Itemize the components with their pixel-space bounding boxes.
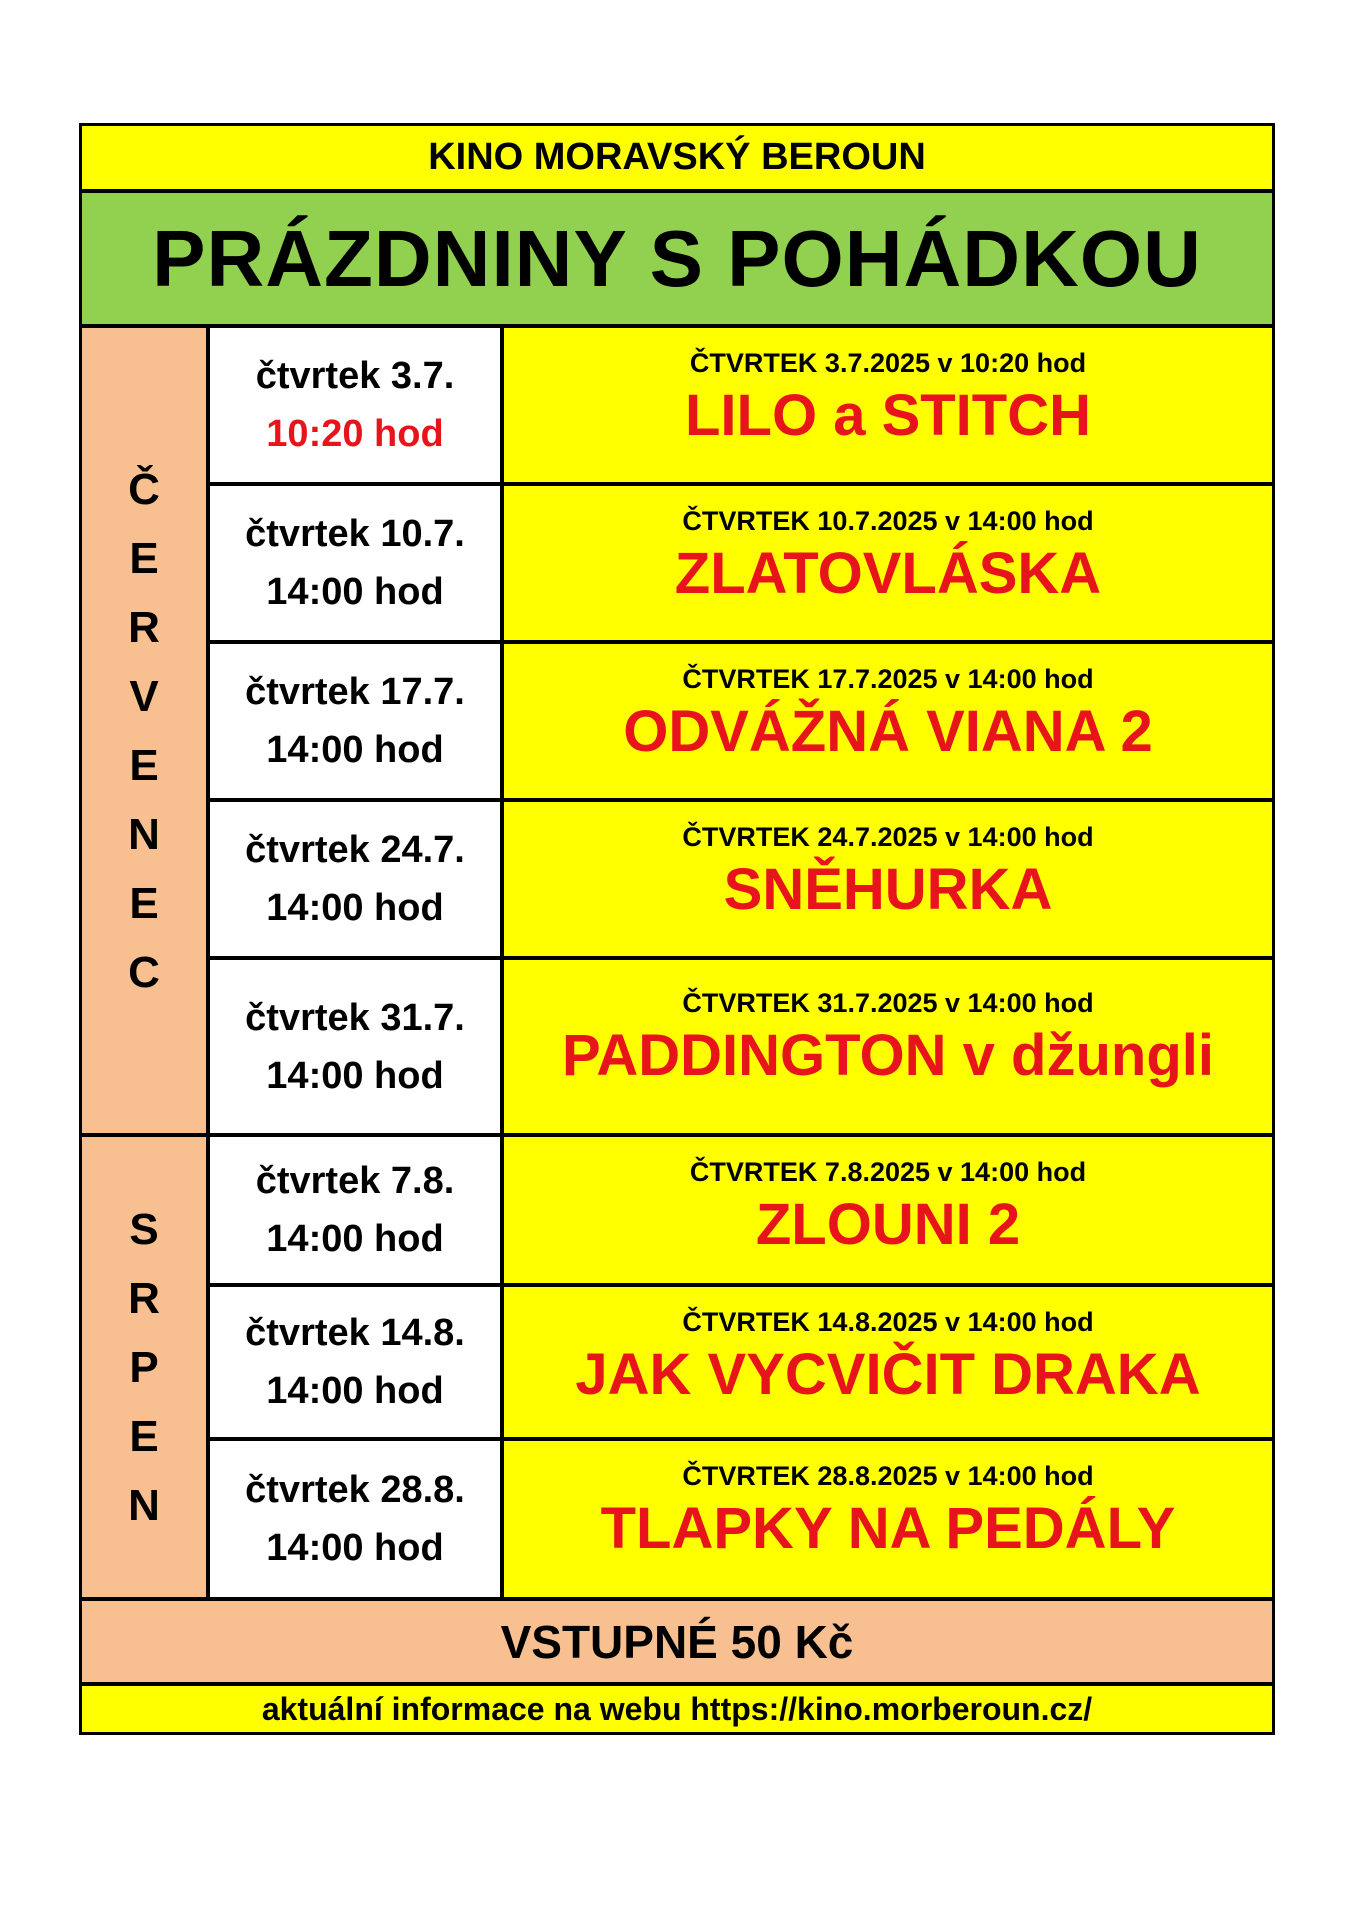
month-letter: N — [128, 1480, 160, 1530]
month-letter: E — [129, 533, 159, 583]
screening-day: čtvrtek 14.8. — [245, 1312, 465, 1354]
screening-film-cell — [504, 486, 1272, 640]
month-letter: S — [129, 1204, 159, 1254]
screening-time: 14:00 hod — [266, 1370, 444, 1412]
screening-full-date: ČTVRTEK 28.8.2025 v 14:00 hod — [682, 1461, 1094, 1491]
screening-film-cell — [504, 802, 1272, 956]
month-letter: Č — [128, 464, 160, 514]
screening-full-date: ČTVRTEK 7.8.2025 v 14:00 hod — [689, 1157, 1087, 1187]
screening-full-date: ČTVRTEK 14.8.2025 v 14:00 hod — [682, 1307, 1094, 1337]
month-letter: C — [128, 947, 160, 997]
screening-full-date: ČTVRTEK 3.7.2025 v 10:20 hod — [689, 348, 1087, 378]
month-letter: N — [128, 809, 160, 859]
screening-date-cell — [210, 328, 500, 482]
film-title: ZLATOVLÁSKA — [674, 541, 1102, 606]
screening-date-cell — [210, 1287, 500, 1437]
screening-day: čtvrtek 10.7. — [245, 513, 465, 555]
screening-date-cell — [210, 1441, 500, 1597]
screening-day: čtvrtek 31.7. — [245, 996, 465, 1039]
month-letter: R — [128, 602, 160, 652]
month-august — [82, 1137, 206, 1597]
film-title: PADDINGTON v džungli — [562, 1023, 1214, 1088]
screening-day: čtvrtek 28.8. — [245, 1469, 465, 1511]
film-title: JAK VYCVIČIT DRAKA — [575, 1342, 1201, 1407]
screening-time: 10:20 hod — [266, 413, 444, 455]
screening-time: 14:00 hod — [266, 1527, 444, 1569]
film-title: ZLOUNI 2 — [755, 1192, 1021, 1257]
screening-film-cell — [504, 1137, 1272, 1283]
screening-day: čtvrtek 24.7. — [245, 829, 465, 871]
screening-date-cell — [210, 960, 500, 1133]
screening-full-date: ČTVRTEK 10.7.2025 v 14:00 hod — [682, 506, 1094, 536]
screening-day: čtvrtek 7.8. — [255, 1160, 455, 1202]
month-july — [82, 328, 206, 1133]
film-title: SNĚHURKA — [723, 857, 1053, 922]
screening-date-cell — [210, 486, 500, 640]
screening-full-date: ČTVRTEK 17.7.2025 v 14:00 hod — [682, 664, 1094, 694]
screening-day: čtvrtek 17.7. — [245, 671, 465, 713]
screening-time: 14:00 hod — [266, 1054, 444, 1097]
screening-date-cell — [210, 644, 500, 798]
screening-full-date: ČTVRTEK 31.7.2025 v 14:00 hod — [682, 988, 1094, 1018]
screening-date-cell — [210, 1137, 500, 1283]
film-title: LILO a STITCH — [685, 383, 1091, 448]
month-letter: R — [128, 1273, 160, 1323]
screening-film-cell — [504, 1441, 1272, 1597]
screening-time: 14:00 hod — [266, 887, 444, 929]
month-letter: V — [129, 671, 159, 721]
film-title: ODVÁŽNÁ VIANA 2 — [623, 699, 1153, 764]
program-poster — [79, 123, 1275, 1735]
cinema-name: KINO MORAVSKÝ BEROUN — [82, 126, 1272, 189]
screening-full-date: ČTVRTEK 24.7.2025 v 14:00 hod — [682, 822, 1094, 852]
month-letter: E — [129, 740, 159, 790]
admission-price: VSTUPNÉ 50 Kč — [82, 1601, 1272, 1682]
screening-day: čtvrtek 3.7. — [255, 355, 455, 397]
film-title: TLAPKY NA PEDÁLY — [600, 1496, 1176, 1561]
screening-film-cell — [504, 328, 1272, 482]
month-letter: E — [129, 878, 159, 928]
screening-film-cell — [504, 644, 1272, 798]
screening-film-cell — [504, 960, 1272, 1133]
website-info: aktuální informace na webu https://kino.morberoun.cz/ — [82, 1686, 1272, 1732]
screening-time: 14:00 hod — [266, 729, 444, 771]
screening-film-cell — [504, 1287, 1272, 1437]
screening-time: 14:00 hod — [266, 571, 444, 613]
month-letter: P — [129, 1342, 159, 1392]
month-letter: E — [129, 1411, 159, 1461]
page-title: PRÁZDNINY S POHÁDKOU — [82, 193, 1272, 324]
screening-time: 14:00 hod — [266, 1218, 444, 1260]
screening-date-cell — [210, 802, 500, 956]
